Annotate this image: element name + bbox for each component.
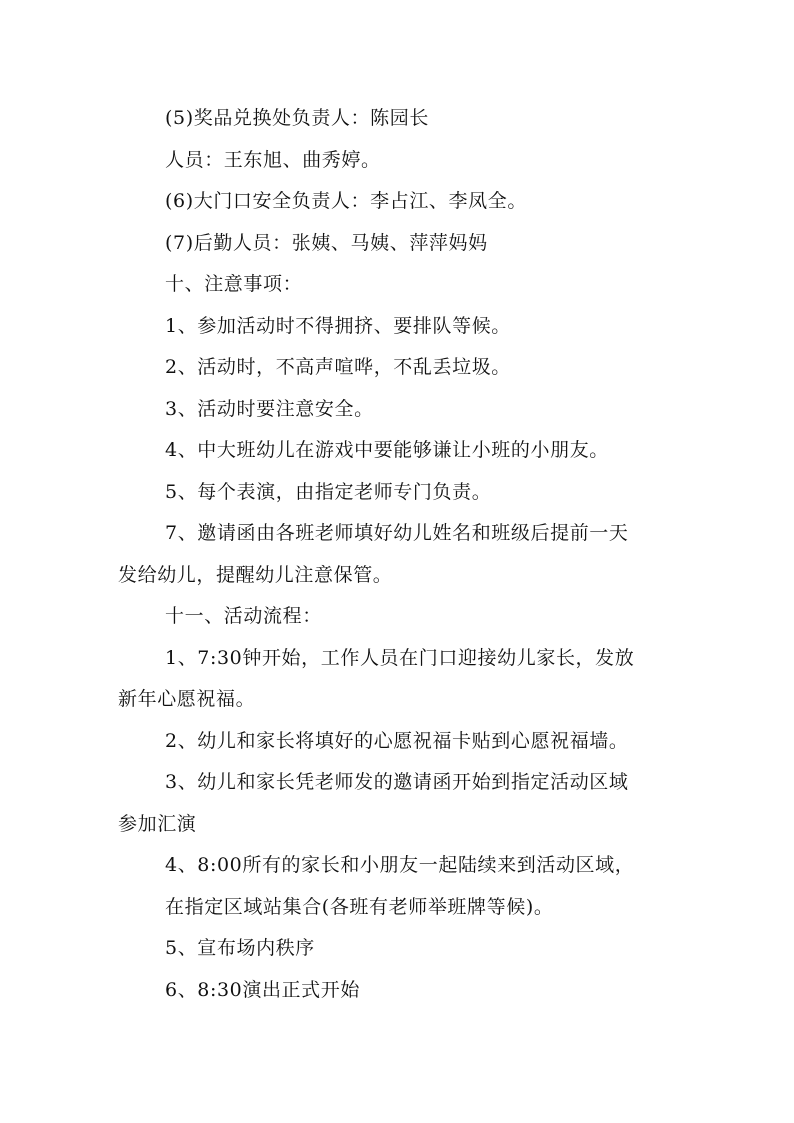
process-step-3-cont: 参加汇演 xyxy=(118,813,197,835)
note-item-7-cont: 发给幼儿，提醒幼儿注意保管。 xyxy=(118,564,393,586)
process-step-2: 2、幼儿和家长将填好的心愿祝福卡贴到心愿祝福墙。 xyxy=(165,730,629,752)
logistics-line: (7)后勤人员：张姨、马姨、萍萍妈妈 xyxy=(165,232,488,254)
award-exchange-line: (5)奖品兑换处负责人：陈园长 xyxy=(165,107,429,129)
process-heading: 十一、活动流程： xyxy=(165,605,322,627)
process-step-1-cont: 新年心愿祝福。 xyxy=(118,688,256,710)
process-step-4: 4、8:00所有的家长和小朋友一起陆续来到活动区域， xyxy=(165,854,635,876)
notes-heading: 十、注意事项： xyxy=(165,273,303,295)
note-item-5: 5、每个表演，由指定老师专门负责。 xyxy=(165,481,492,503)
award-staff-line: 人员：王东旭、曲秀婷。 xyxy=(165,149,381,171)
note-item-7: 7、邀请函由各班老师填好幼儿姓名和班级后提前一天 xyxy=(165,522,629,544)
note-item-2: 2、活动时，不高声喧哗，不乱丢垃圾。 xyxy=(165,356,511,378)
process-step-5: 5、宣布场内秩序 xyxy=(165,937,315,959)
note-item-4: 4、中大班幼儿在游戏中要能够谦让小班的小朋友。 xyxy=(165,439,609,461)
process-step-6: 6、8:30演出正式开始 xyxy=(165,979,360,1001)
gate-safety-line: (6)大门口安全负责人：李占江、李凤全。 xyxy=(165,190,527,212)
note-item-1: 1、参加活动时不得拥挤、要排队等候。 xyxy=(165,315,511,337)
process-step-1: 1、7:30钟开始，工作人员在门口迎接幼儿家长，发放 xyxy=(165,647,635,669)
process-step-3: 3、幼儿和家长凭老师发的邀请函开始到指定活动区域 xyxy=(165,771,629,793)
note-item-3: 3、活动时要注意安全。 xyxy=(165,398,374,420)
process-step-4-cont: 在指定区域站集合(各班有老师举班牌等候)。 xyxy=(165,896,554,918)
